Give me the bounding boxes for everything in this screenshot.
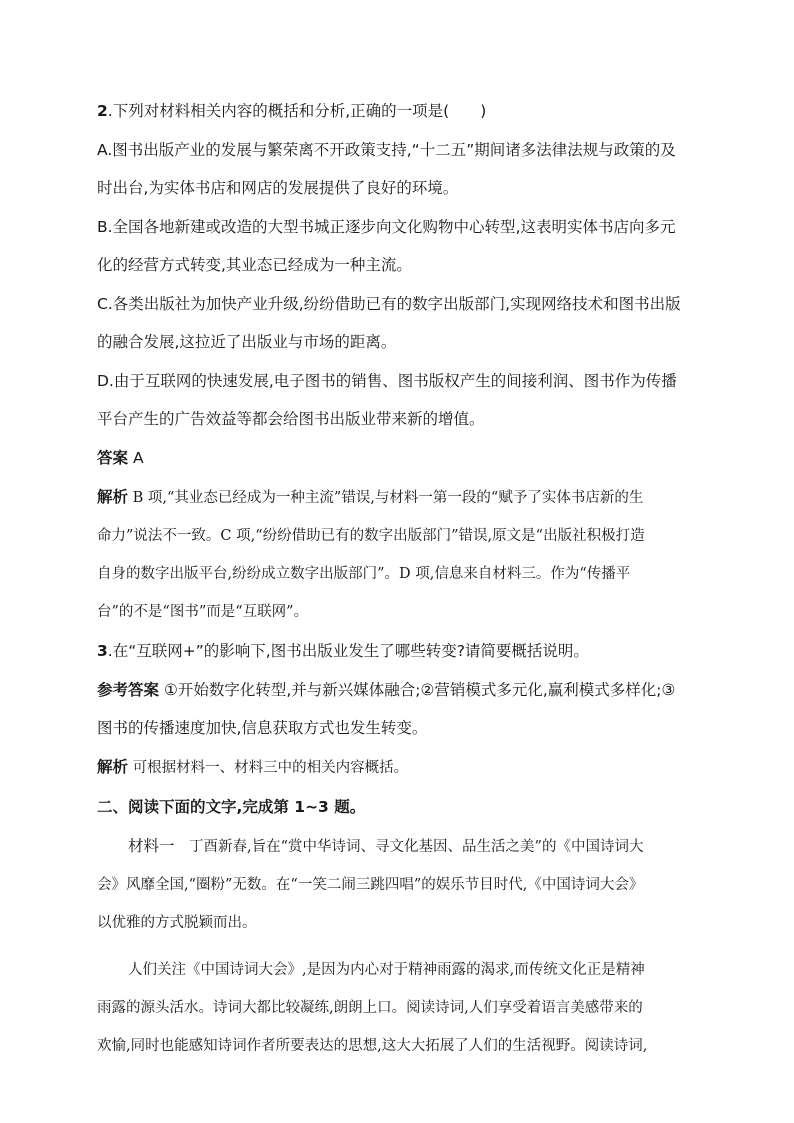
- material-1-para-2-line-1: 人们关注《中国诗词大会》,是因为内心对于精神雨露的渴求,而传统文化正是精神: [128, 962, 645, 978]
- question-2-answer: 答案 A: [97, 449, 144, 467]
- option-d-line-1: D.由于互联网的快速发展,电子图书的销售、图书版权产生的间接利润、图书作为传播: [97, 372, 677, 390]
- option-c-line-2: 的融合发展,这拉近了出版业与市场的距离。: [97, 333, 397, 351]
- question-2-analysis-line-3: 自身的数字出版平台,纷纷成立数字出版部门”。D 项,信息来自材料三。作为“传播平: [97, 566, 631, 582]
- material-1-para-2-line-2: 雨露的源头活水。诗词大都比较凝练,朗朗上口。阅读诗词,人们享受着语言美感带来的: [97, 1000, 643, 1016]
- question-2-stem: 2.下列对材料相关内容的概括和分析,正确的一项是( ): [97, 102, 487, 120]
- question-3-number: 3: [97, 642, 108, 660]
- material-1-para-2-line-3: 欢愉,同时也能感知诗词作者所要表达的思想,这大大拓展了人们的生活视野。阅读诗词,: [97, 1038, 648, 1054]
- option-b-line-1: B.全国各地新建或改造的大型书城正逐步向文化购物中心转型,这表明实体书店向多元: [97, 218, 676, 236]
- section-2-title: 二、阅读下面的文字,完成第 1~3 题。: [97, 798, 366, 816]
- material-1-para-1-line-1: 材料一 丁酉新春,旨在“赏中华诗词、寻文化基因、品生活之美”的《中国诗词大: [128, 837, 644, 855]
- option-c-line-1: C.各类出版社为加快产业升级,纷纷借助已有的数字出版部门,实现网络技术和图书出版: [97, 295, 681, 313]
- option-a-line-2: 时出台,为实体书店和网店的发展提供了良好的环境。: [97, 179, 459, 197]
- question-3-stem: 3.在“互联网+”的影响下,图书出版业发生了哪些转变?请简要概括说明。: [97, 642, 589, 660]
- document-page: [97, 101, 707, 1056]
- question-2-analysis-line-2: 命力”说法不一致。C 项,“纷纷借助已有的数字出版部门”错误,原文是“出版社积极打造: [97, 528, 645, 544]
- material-1-label: 材料一: [128, 837, 175, 855]
- question-2-number: 2: [97, 102, 108, 120]
- material-1-para-1-line-3: 以优雅的方式脱颖而出。: [97, 915, 257, 931]
- question-3-reference-line-2: 图书的传播速度加快,信息获取方式也发生转变。: [97, 719, 428, 737]
- question-3-reference-line-1: 参考答案 ①开始数字化转型,并与新兴媒体融合;②营销模式多元化,赢利模式多样化;③: [97, 681, 676, 699]
- option-d-line-2: 平台产生的广告效益等都会给图书出版业带来新的增值。: [97, 410, 485, 428]
- question-3-analysis: 解析 可根据材料一、材料三中的相关内容概括。: [97, 758, 409, 776]
- question-2-analysis-line-4: 台”的不是“图书”而是“互联网”。: [97, 604, 309, 620]
- material-1-para-1-line-2: 会》风靡全国,“圈粉”无数。在“一笑二闹三跳四唱”的娱乐节目时代,《中国诗词大会》: [97, 877, 644, 893]
- option-b-line-2: 化的经营方式转变,其业态已经成为一种主流。: [97, 256, 412, 274]
- question-2-analysis-line-1: 解析 B 项,“其业态已经成为一种主流”错误,与材料一第一段的“赋予了实体书店新的生: [97, 488, 644, 506]
- option-a-line-1: A.图书出版产业的发展与繁荣离不开政策支持,“十二五”期间诸多法律法规与政策的及: [97, 141, 676, 159]
